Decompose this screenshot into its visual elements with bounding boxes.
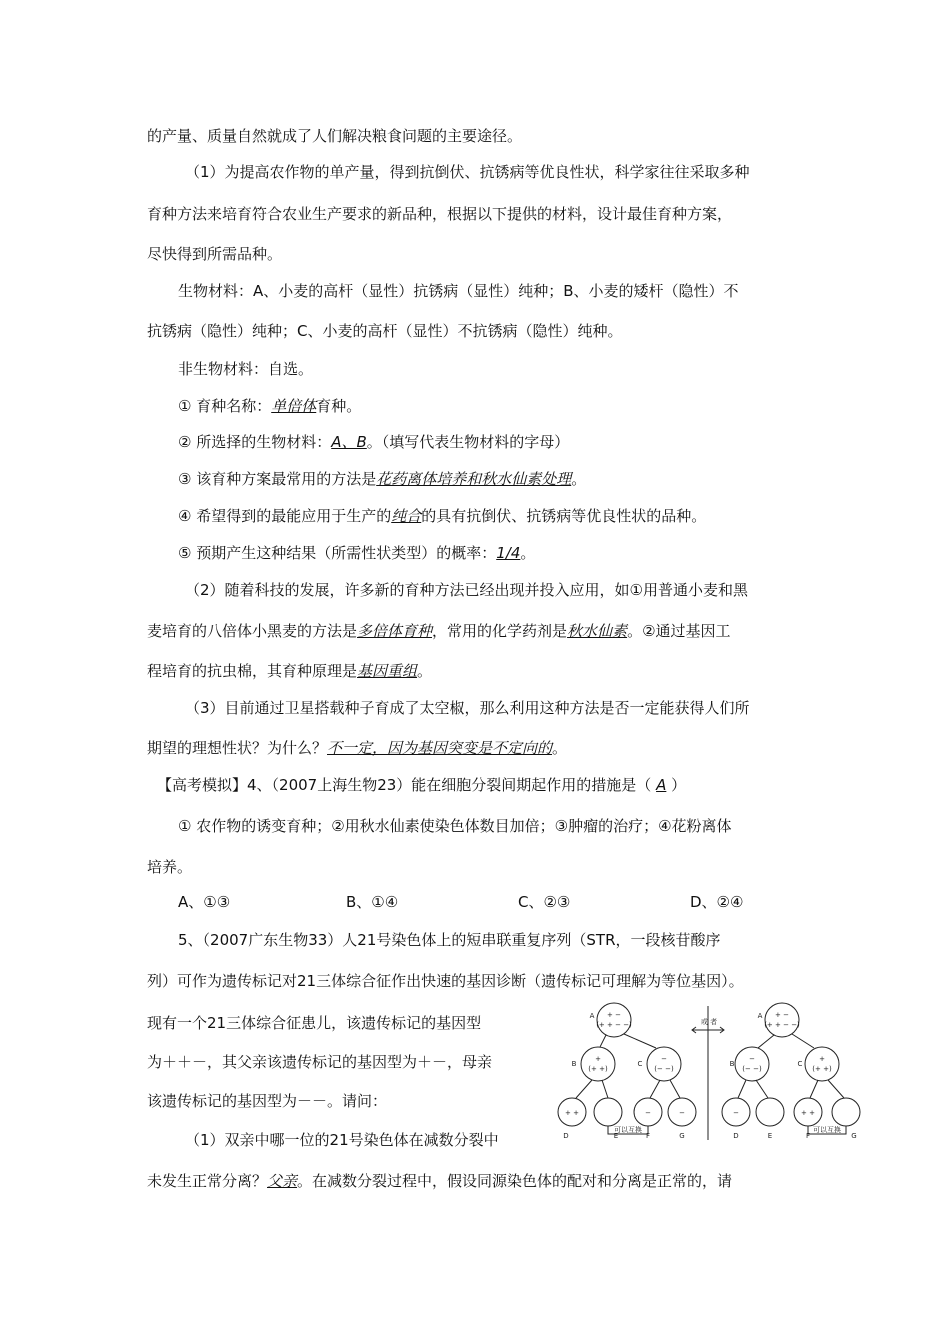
bio-materials-line-2: 抗锈病（隐性）纯种；C、小麦的高杆（显性）不抗锈病（隐性）纯种。 bbox=[147, 322, 623, 340]
item-4 bbox=[178, 505, 706, 527]
item-5-prefix: ⑤ 预期产生这种结果（所需性状类型）的概率： bbox=[178, 544, 497, 562]
right-f-label: F bbox=[805, 1132, 811, 1140]
item-3 bbox=[178, 468, 586, 490]
left-f-text: − bbox=[645, 1109, 651, 1117]
right-d-label: D bbox=[733, 1132, 739, 1140]
item-1-prefix: ① 育种名称： bbox=[178, 397, 272, 415]
right-e-label: E bbox=[767, 1132, 773, 1140]
left-a-top: + − bbox=[607, 1011, 621, 1019]
item-1-answer: 单倍体 bbox=[271, 397, 317, 415]
bio-materials-line-1: 生物材料：A、小麦的高杆（显性）抗锈病（显性）纯种；B、小麦的矮杆（隐性）不 bbox=[178, 282, 739, 300]
right-cell-g bbox=[832, 1098, 860, 1126]
paragraph-intro-end: 的产量、质量自然就成了人们解决粮食问题的主要途径。 bbox=[147, 127, 523, 145]
left-c-top: − bbox=[661, 1055, 667, 1063]
right-g-label: G bbox=[851, 1132, 857, 1140]
q2-answer-method: 多倍体育种 bbox=[357, 622, 433, 640]
left-e-label: E bbox=[613, 1132, 619, 1140]
item-2-suffix: 。（填写代表生物材料的字母） bbox=[366, 433, 570, 451]
choice-c: C、②③ bbox=[518, 893, 571, 911]
q2-answer-principle: 基因重组 bbox=[357, 662, 418, 680]
item-1-suffix: 育种。 bbox=[316, 397, 362, 415]
item-4-prefix: ④ 希望得到的最能应用于生产的 bbox=[178, 507, 392, 525]
left-b-top: + bbox=[595, 1055, 601, 1063]
q3-line-2 bbox=[147, 737, 567, 759]
right-c-bottom: (+ +) bbox=[812, 1065, 832, 1073]
q1-line-1: （1）为提高农作物的单产量，得到抗倒伏、抗锈病等优良性状，科学家往往采取多种 bbox=[185, 163, 750, 181]
right-cell-e bbox=[756, 1098, 784, 1126]
q1-line-2: 育种方法来培育符合农业生产要求的新品种，根据以下提供的材料，设计最佳育种方案， bbox=[147, 205, 733, 223]
right-cell-c bbox=[805, 1047, 839, 1081]
left-g-text: − bbox=[679, 1109, 685, 1117]
q1-line-3: 尽快得到所需品种。 bbox=[147, 245, 283, 263]
q4-options-line-1: ① 农作物的诱变育种；②用秋水仙素使染色体数目加倍；③肿瘤的治疗；④花粉离体 bbox=[178, 817, 732, 835]
item-3-prefix: ③ 该育种方案最常用的方法是 bbox=[178, 470, 377, 488]
q2-line-2-prefix: 麦培育的八倍体小黑麦的方法是 bbox=[147, 622, 358, 640]
item-2-prefix: ② 所选择的生物材料： bbox=[178, 433, 332, 451]
item-3-suffix: 。 bbox=[571, 470, 587, 488]
meiosis-diagram bbox=[556, 1000, 868, 1148]
q5-sub1-line-1: （1）双亲中哪一位的21号染色体在减数分裂中 bbox=[185, 1131, 499, 1149]
q2-line-3-prefix: 程培育的抗虫棉，其育种原理是 bbox=[147, 662, 358, 680]
q2-line-2-mid: ，常用的化学药剂是 bbox=[432, 622, 568, 640]
q4-answer: A bbox=[656, 776, 667, 794]
q5-sub1-suffix: 。在减数分裂过程中，假设同源染色体的配对和分离是正常的，请 bbox=[297, 1172, 733, 1190]
left-c-bottom: (− −) bbox=[654, 1065, 674, 1073]
q2-line-3-suffix: 。 bbox=[417, 662, 433, 680]
q2-line-1: （2）随着科技的发展，许多新的育种方法已经出现并投入应用，如①用普通小麦和黑 bbox=[185, 581, 748, 599]
right-b-bottom: (− −) bbox=[742, 1065, 762, 1073]
meiosis-diagram-svg bbox=[556, 1000, 868, 1148]
left-c-label: C bbox=[637, 1060, 643, 1068]
left-cell-c bbox=[647, 1047, 681, 1081]
item-5-suffix: 。 bbox=[520, 544, 536, 562]
left-g-label: G bbox=[679, 1132, 685, 1140]
item-5 bbox=[178, 542, 535, 564]
q5-line-1: 5、（2007广东生物33）人21号染色体上的短串联重复序列（STR，一段核苷酸序 bbox=[178, 931, 721, 949]
divider-label: 或 者 bbox=[700, 1018, 718, 1026]
q5-sub1-answer: 父亲 bbox=[267, 1172, 298, 1190]
left-cell-e bbox=[594, 1098, 622, 1126]
left-f-label: F bbox=[645, 1132, 651, 1140]
right-a-top: + − bbox=[775, 1011, 789, 1019]
q3-answer: 不一定，因为基因突变是不定向的 bbox=[327, 739, 553, 757]
q5-line-4: 为＋＋－，其父亲该遗传标记的基因型为＋－，母亲 bbox=[147, 1053, 493, 1071]
item-4-answer: 纯合 bbox=[391, 507, 422, 525]
left-d-text: + + bbox=[565, 1109, 579, 1117]
q3-line-1: （3）目前通过卫星搭载种子育成了太空椒，那么利用这种方法是否一定能获得人们所 bbox=[185, 699, 750, 717]
q3-line-2-suffix: 。 bbox=[552, 739, 568, 757]
item-5-answer: 1/4 bbox=[496, 544, 521, 562]
q5-sub1-line-2 bbox=[147, 1170, 732, 1192]
left-a-bottom: (+ + − −) bbox=[596, 1021, 632, 1029]
item-4-suffix: 的具有抗倒伏、抗锈病等优良性状的品种。 bbox=[421, 507, 707, 525]
right-c-top: + bbox=[819, 1055, 825, 1063]
q5-line-5: 该遗传标记的基因型为－－。请问： bbox=[147, 1092, 388, 1110]
item-3-answer: 花药离体培养和秋水仙素处理 bbox=[376, 470, 572, 488]
left-cell-a bbox=[597, 1003, 631, 1037]
right-f-text: + + bbox=[801, 1109, 815, 1117]
q5-line-2: 列）可作为遗传标记对21三体综合征作出快速的基因诊断（遗传标记可理解为等位基因）。 bbox=[147, 972, 744, 990]
q4-stem bbox=[157, 774, 686, 796]
q2-line-2 bbox=[147, 620, 731, 642]
right-b-top: − bbox=[749, 1055, 755, 1063]
left-b-label: B bbox=[571, 1060, 577, 1068]
right-swap-label: 可以互换 bbox=[813, 1126, 841, 1134]
item-1 bbox=[178, 395, 361, 417]
right-cell-b bbox=[735, 1047, 769, 1081]
q3-line-2-prefix: 期望的理想性状？为什么？ bbox=[147, 739, 328, 757]
item-2-answer: A、B bbox=[331, 433, 367, 451]
nonbio-materials: 非生物材料：自选。 bbox=[178, 360, 314, 378]
left-b-bottom: (+ +) bbox=[588, 1065, 608, 1073]
right-a-label: A bbox=[757, 1012, 763, 1020]
q4-stem-prefix: 【高考模拟】4、（2007上海生物23）能在细胞分裂间期起作用的措施是（ bbox=[157, 776, 657, 794]
choice-d: D、②④ bbox=[690, 893, 744, 911]
q5-line-3: 现有一个21三体综合征患儿，该遗传标记的基因型 bbox=[147, 1014, 482, 1032]
right-a-bottom: (+ + − −) bbox=[764, 1021, 800, 1029]
left-swap-label: 可以互换 bbox=[614, 1126, 642, 1134]
q5-sub1-prefix: 未发生正常分离？ bbox=[147, 1172, 268, 1190]
q4-options-line-2: 培养。 bbox=[147, 858, 193, 876]
q4-stem-suffix: ） bbox=[666, 776, 687, 794]
q2-line-3 bbox=[147, 660, 432, 682]
left-d-label: D bbox=[563, 1132, 569, 1140]
right-d-text: − bbox=[733, 1109, 739, 1117]
q2-answer-reagent: 秋水仙素 bbox=[567, 622, 628, 640]
choice-b: B、①④ bbox=[346, 893, 399, 911]
left-cell-b bbox=[581, 1047, 615, 1081]
item-2 bbox=[178, 431, 569, 453]
right-cell-a bbox=[765, 1003, 799, 1037]
left-a-label: A bbox=[589, 1012, 595, 1020]
choice-a: A、①③ bbox=[178, 893, 231, 911]
right-b-label: B bbox=[729, 1060, 735, 1068]
right-c-label: C bbox=[797, 1060, 803, 1068]
q2-line-2-suffix: 。②通过基因工 bbox=[627, 622, 731, 640]
